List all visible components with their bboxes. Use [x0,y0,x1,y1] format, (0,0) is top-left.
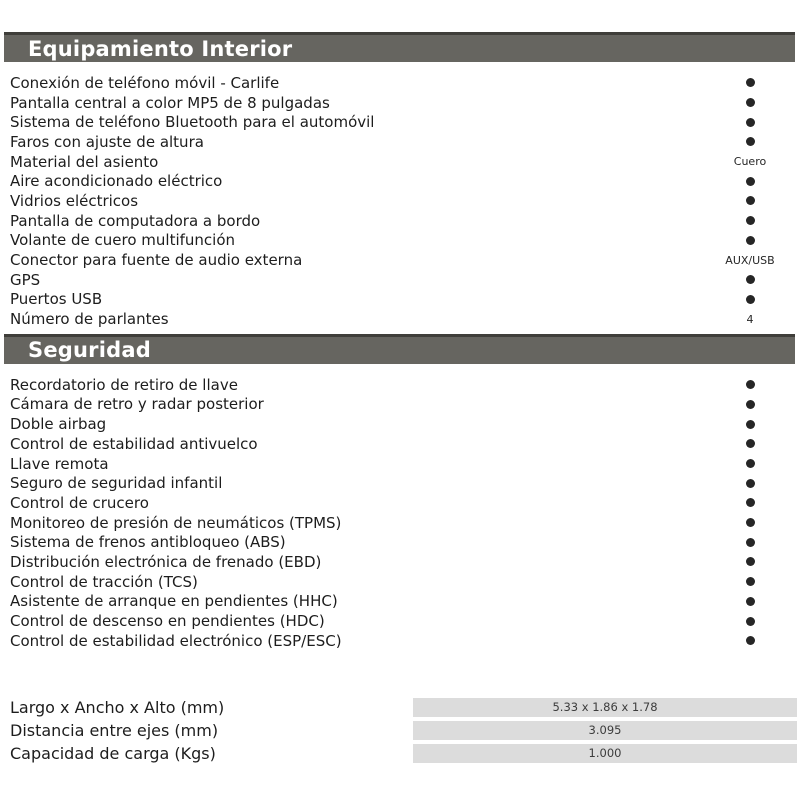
spec-row-label: Volante de cuero multifunción [10,231,236,250]
dimension-value: 5.33 x 1.86 x 1.78 [552,700,658,715]
dimension-value: 3.095 [588,723,622,738]
spec-row-value [708,78,792,87]
spec-row-value [708,479,792,488]
included-dot-icon [746,98,755,107]
dimension-value-bar [413,744,797,763]
spec-row-label: Número de parlantes [10,310,169,329]
spec-row-label: Control de descenso en pendientes (HDC) [10,612,325,631]
spec-row-value [708,313,792,326]
included-dot-icon [746,479,755,488]
included-dot-icon [746,196,755,205]
spec-row-label: Aire acondicionado eléctrico [10,172,223,191]
section-rows [0,62,800,334]
dimension-value: 1.000 [588,746,622,761]
spec-row-value [708,254,792,267]
spec-row-label: Puertos USB [10,290,103,309]
spec-row-value [708,177,792,186]
section-rows [0,364,800,656]
spec-row-label: Asistente de arranque en pendientes (HHC) [10,592,338,611]
spec-row-label: Control de estabilidad antivuelco [10,434,258,453]
spec-row [0,191,800,211]
included-dot-icon [746,295,755,304]
included-dot-icon [746,518,755,527]
spec-row-value [708,236,792,245]
included-dot-icon [746,275,755,284]
spec-row-label: Vidrios eléctricos [10,191,139,210]
spec-row [0,250,800,270]
dimension-row [0,744,800,763]
spec-row-value [708,439,792,448]
spec-section [0,32,800,334]
spec-row [0,171,800,191]
included-dot-icon [746,420,755,429]
spec-row-label: Llave remota [10,454,109,473]
spec-row [0,473,800,493]
spec-row-label: Control de crucero [10,493,149,512]
section-header [4,32,795,62]
section-header [4,334,795,364]
dimensions-block [0,698,800,763]
spec-section [0,334,800,656]
spec-row [0,611,800,631]
spec-row-label: Sistema de frenos antibloqueo (ABS) [10,533,286,552]
included-dot-icon [746,538,755,547]
dimension-row [0,721,800,740]
spec-row-label: GPS [10,270,41,289]
spec-row [0,73,800,93]
spec-row-value [708,400,792,409]
section-title: Seguridad [28,338,151,363]
included-dot-icon [746,380,755,389]
included-dot-icon [746,400,755,409]
spec-row-value [708,617,792,626]
spec-row-value [708,295,792,304]
spec-row [0,270,800,290]
included-dot-icon [746,577,755,586]
spec-row [0,309,800,329]
dimension-value-bar [413,721,797,740]
dimension-label: Capacidad de carga (Kgs) [10,743,216,763]
spec-value-text: Cuero [733,155,767,169]
included-dot-icon [746,216,755,225]
spec-row [0,414,800,434]
spec-row [0,93,800,113]
spec-row [0,572,800,592]
spec-row-label: Pantalla de computadora a bordo [10,211,261,230]
section-title: Equipamiento Interior [28,36,293,61]
included-dot-icon [746,459,755,468]
spec-row-label: Control de tracción (TCS) [10,572,198,591]
spec-row-value [708,137,792,146]
spec-row [0,532,800,552]
spec-row [0,631,800,651]
spec-row-label: Distribución electrónica de frenado (EBD) [10,552,322,571]
included-dot-icon [746,236,755,245]
spec-row-value [708,597,792,606]
included-dot-icon [746,439,755,448]
spec-row-value [708,459,792,468]
included-dot-icon [746,177,755,186]
spec-row [0,152,800,172]
spec-row [0,375,800,395]
spec-row [0,290,800,310]
spec-row [0,231,800,251]
spec-row-label: Monitoreo de presión de neumáticos (TPMS) [10,513,342,532]
dimension-label: Distancia entre ejes (mm) [10,720,219,740]
spec-row-value [708,118,792,127]
spec-row [0,592,800,612]
spec-row-label: Faros con ajuste de altura [10,132,204,151]
spec-row [0,513,800,533]
spec-row-label: Seguro de seguridad infantil [10,474,223,493]
spec-row-label: Doble airbag [10,415,107,434]
spec-row [0,434,800,454]
spec-row [0,454,800,474]
spec-row-label: Cámara de retro y radar posterior [10,395,264,414]
spec-row-value [708,380,792,389]
spec-value-text: 4 [746,312,754,326]
spec-row-value [708,196,792,205]
dimension-label: Largo x Ancho x Alto (mm) [10,697,225,717]
spec-row [0,112,800,132]
spec-row-label: Material del asiento [10,152,159,171]
spec-sections [0,32,800,656]
spec-row [0,552,800,572]
spec-row [0,211,800,231]
spec-row-value [708,636,792,645]
included-dot-icon [746,617,755,626]
spec-value-text: AUX/USB [725,253,775,267]
spec-row-label: Conector para fuente de audio externa [10,251,303,270]
spec-row-label: Recordatorio de retiro de llave [10,375,238,394]
spec-row-value [708,216,792,225]
included-dot-icon [746,557,755,566]
spec-row [0,132,800,152]
included-dot-icon [746,597,755,606]
spec-row-value [708,420,792,429]
spec-row-value [708,557,792,566]
included-dot-icon [746,78,755,87]
included-dot-icon [746,636,755,645]
spec-row-label: Control de estabilidad electrónico (ESP/ESC) [10,631,342,650]
spec-row-value [708,155,792,168]
spec-row-value [708,577,792,586]
included-dot-icon [746,118,755,127]
spec-row-label: Sistema de teléfono Bluetooth para el automóvil [10,113,375,132]
dimension-row [0,698,800,717]
dimension-value-bar [413,698,797,717]
spec-row-value [708,538,792,547]
spec-row-value [708,498,792,507]
spec-row-value [708,518,792,527]
spec-row-value [708,275,792,284]
included-dot-icon [746,137,755,146]
spec-row-label: Conexión de teléfono móvil - Carlife [10,73,280,92]
included-dot-icon [746,498,755,507]
spec-row-value [708,98,792,107]
spec-row [0,493,800,513]
spec-row [0,395,800,415]
spec-row-label: Pantalla central a color MP5 de 8 pulgadas [10,93,330,112]
